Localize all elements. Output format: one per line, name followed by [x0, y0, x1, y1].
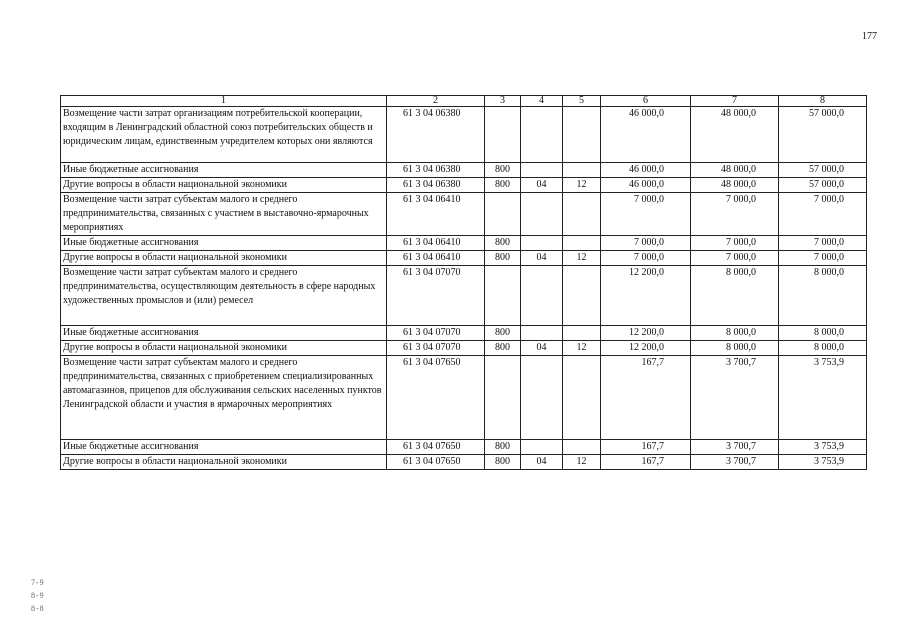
- cell-rz: [521, 266, 563, 326]
- cell-amount-col8: 3 753,9: [779, 440, 867, 455]
- cell-rz: [521, 107, 563, 163]
- cell-amount-col6: 12 200,0: [601, 326, 691, 341]
- cell-amount-col6: 167,7: [601, 455, 691, 470]
- column-header: 6: [601, 96, 691, 107]
- cell-code: 61 3 04 06380: [387, 163, 485, 178]
- cell-amount-col7: 7 000,0: [691, 251, 779, 266]
- cell-amount-col6: 12 200,0: [601, 266, 691, 326]
- cell-amount-col8: 57 000,0: [779, 163, 867, 178]
- cell-code: 61 3 04 06380: [387, 107, 485, 163]
- margin-note: 8-9: [31, 591, 45, 600]
- cell-vr: [485, 193, 521, 236]
- cell-pr: [563, 107, 601, 163]
- cell-code: 61 3 04 07070: [387, 326, 485, 341]
- cell-pr: [563, 440, 601, 455]
- cell-pr: [563, 163, 601, 178]
- cell-pr: [563, 193, 601, 236]
- table-row: [61, 193, 867, 236]
- cell-code: 61 3 04 06410: [387, 236, 485, 251]
- cell-vr: 800: [485, 251, 521, 266]
- column-header: 5: [563, 96, 601, 107]
- cell-amount-col6: 7 000,0: [601, 251, 691, 266]
- column-header: 7: [691, 96, 779, 107]
- column-header: 1: [61, 96, 387, 107]
- cell-rz: [521, 193, 563, 236]
- table-row: [61, 266, 867, 326]
- cell-amount-col6: 167,7: [601, 440, 691, 455]
- cell-name: Возмещение части затрат организациям потребительской кооперации, входящим в Ленинградский областной союз потребительских обществ и юридическим лицам, единственным учредителем которых они являются: [61, 107, 387, 163]
- cell-name: Иные бюджетные ассигнования: [61, 440, 387, 455]
- cell-amount-col8: 3 753,9: [779, 455, 867, 470]
- cell-amount-col6: 46 000,0: [601, 178, 691, 193]
- cell-code: 61 3 04 07070: [387, 266, 485, 326]
- cell-vr: 800: [485, 455, 521, 470]
- cell-code: 61 3 04 07650: [387, 455, 485, 470]
- column-header: 8: [779, 96, 867, 107]
- cell-vr: 800: [485, 178, 521, 193]
- cell-vr: [485, 266, 521, 326]
- table-header-row: [61, 96, 867, 107]
- budget-table: [60, 95, 867, 470]
- cell-amount-col8: 57 000,0: [779, 107, 867, 163]
- cell-amount-col6: 7 000,0: [601, 236, 691, 251]
- cell-pr: 12: [563, 341, 601, 356]
- table-row: [61, 163, 867, 178]
- cell-amount-col8: 8 000,0: [779, 326, 867, 341]
- cell-vr: 800: [485, 440, 521, 455]
- table-row: [61, 107, 867, 163]
- cell-amount-col7: 8 000,0: [691, 266, 779, 326]
- cell-code: 61 3 04 07070: [387, 341, 485, 356]
- cell-pr: [563, 266, 601, 326]
- cell-pr: [563, 236, 601, 251]
- cell-amount-col6: 167,7: [601, 356, 691, 440]
- cell-amount-col8: 3 753,9: [779, 356, 867, 440]
- cell-amount-col8: 7 000,0: [779, 193, 867, 236]
- cell-rz: 04: [521, 178, 563, 193]
- cell-code: 61 3 04 07650: [387, 440, 485, 455]
- table-row: [61, 326, 867, 341]
- cell-amount-col7: 3 700,7: [691, 440, 779, 455]
- cell-vr: [485, 107, 521, 163]
- margin-note: 7-9: [31, 578, 45, 587]
- cell-pr: [563, 356, 601, 440]
- cell-amount-col7: 48 000,0: [691, 163, 779, 178]
- cell-code: 61 3 04 07650: [387, 356, 485, 440]
- cell-name: Другие вопросы в области национальной экономики: [61, 178, 387, 193]
- table-row: [61, 341, 867, 356]
- cell-amount-col6: 7 000,0: [601, 193, 691, 236]
- cell-vr: 800: [485, 163, 521, 178]
- cell-amount-col7: 3 700,7: [691, 455, 779, 470]
- table-row: [61, 178, 867, 193]
- cell-rz: 04: [521, 341, 563, 356]
- cell-amount-col6: 12 200,0: [601, 341, 691, 356]
- cell-code: 61 3 04 06410: [387, 193, 485, 236]
- cell-amount-col7: 8 000,0: [691, 341, 779, 356]
- cell-amount-col6: 46 000,0: [601, 163, 691, 178]
- cell-name: Другие вопросы в области национальной экономики: [61, 251, 387, 266]
- cell-amount-col7: 48 000,0: [691, 107, 779, 163]
- table-row: [61, 455, 867, 470]
- page-number: 177: [862, 31, 877, 42]
- table-row: [61, 236, 867, 251]
- cell-rz: [521, 163, 563, 178]
- cell-name: Иные бюджетные ассигнования: [61, 326, 387, 341]
- cell-name: Возмещение части затрат субъектам малого и среднего предпринимательства, осуществляющим деятельность в сфере народных художественных промыслов и (или) ремесел: [61, 266, 387, 326]
- cell-amount-col8: 57 000,0: [779, 178, 867, 193]
- column-header: 2: [387, 96, 485, 107]
- cell-rz: [521, 236, 563, 251]
- cell-vr: 800: [485, 326, 521, 341]
- cell-amount-col7: 3 700,7: [691, 356, 779, 440]
- cell-amount-col8: 8 000,0: [779, 266, 867, 326]
- cell-amount-col8: 8 000,0: [779, 341, 867, 356]
- cell-name: Возмещение части затрат субъектам малого и среднего предпринимательства, связанных с приобретением специализированных автомагазинов, прицепов для обслуживания сельских населенных пунктов Ленинградской области и участия в ярмарочных мероприятиях: [61, 356, 387, 440]
- column-header: 4: [521, 96, 563, 107]
- cell-pr: [563, 326, 601, 341]
- cell-name: Другие вопросы в области национальной экономики: [61, 455, 387, 470]
- cell-vr: 800: [485, 341, 521, 356]
- cell-rz: 04: [521, 251, 563, 266]
- cell-name: Возмещение части затрат субъектам малого и среднего предпринимательства, связанных с участием в выставочно-ярмарочных мероприятиях: [61, 193, 387, 236]
- cell-rz: [521, 326, 563, 341]
- cell-rz: 04: [521, 455, 563, 470]
- cell-amount-col7: 7 000,0: [691, 193, 779, 236]
- cell-amount-col7: 48 000,0: [691, 178, 779, 193]
- cell-amount-col7: 7 000,0: [691, 236, 779, 251]
- table-row: [61, 356, 867, 440]
- margin-note: 8-8: [31, 604, 45, 613]
- cell-pr: 12: [563, 455, 601, 470]
- cell-amount-col6: 46 000,0: [601, 107, 691, 163]
- cell-pr: 12: [563, 251, 601, 266]
- table-row: [61, 440, 867, 455]
- cell-code: 61 3 04 06410: [387, 251, 485, 266]
- cell-pr: 12: [563, 178, 601, 193]
- cell-code: 61 3 04 06380: [387, 178, 485, 193]
- cell-name: Другие вопросы в области национальной экономики: [61, 341, 387, 356]
- cell-rz: [521, 440, 563, 455]
- cell-name: Иные бюджетные ассигнования: [61, 236, 387, 251]
- cell-amount-col8: 7 000,0: [779, 251, 867, 266]
- cell-amount-col7: 8 000,0: [691, 326, 779, 341]
- cell-name: Иные бюджетные ассигнования: [61, 163, 387, 178]
- table-row: [61, 251, 867, 266]
- cell-vr: 800: [485, 236, 521, 251]
- cell-vr: [485, 356, 521, 440]
- cell-rz: [521, 356, 563, 440]
- column-header: 3: [485, 96, 521, 107]
- cell-amount-col8: 7 000,0: [779, 236, 867, 251]
